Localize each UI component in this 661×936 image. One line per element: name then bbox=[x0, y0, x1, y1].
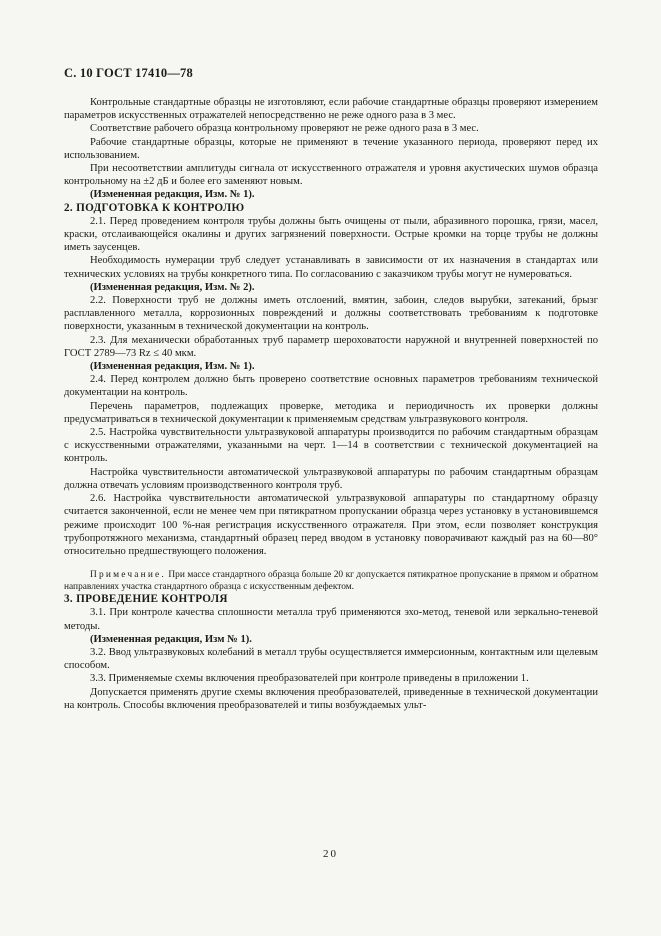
s2-edit-note-2: (Измененная редакция, Изм. № 1). bbox=[90, 361, 255, 373]
section-2-title: 2. ПОДГОТОВКА К КОНТРОЛЮ bbox=[64, 201, 245, 214]
intro-paragraph-3: Рабочие стандартные образцы, которые не применяют в течение указанного периода, проверяют перед их использованием. bbox=[64, 136, 598, 161]
intro-paragraph-1: Контрольные стандартные образцы не изготовляют, если рабочие стандартные образцы проверяют измерением параметров искусственных отражателей непосредственно не реже одного раза в 3 мес. bbox=[64, 97, 598, 122]
s3-edit-note: (Измененная редакция, Изм № 1). bbox=[90, 633, 252, 645]
intro-edit-note: (Измененная редакция, Изм. № 1). bbox=[90, 189, 255, 201]
s2-paragraph-2-4: 2.4. Перед контролем должно быть проверено соответствие основных параметров требованиям технической документации на контроль. bbox=[64, 374, 598, 399]
s2-paragraph-numbering: Необходимость нумерации труб следует устанавливать в зависимости от их назначения в стандартах или технических условиях на трубы конкретного типа. По согласованию с заказчиком трубы могут не нумероваться. bbox=[64, 255, 598, 280]
page-content bbox=[64, 96, 598, 712]
s3-paragraph-3-2: 3.2. Ввод ультразвуковых колебаний в металл трубы осуществляется иммерсионным, контактным или щелевым способом. bbox=[64, 646, 598, 672]
s2-paragraph-2-2: 2.2. Поверхности труб не должны иметь отслоений, вмятин, забоин, следов вырубки, затеканий, брызг расплавленного металла, коррозионных повреждений и должны соответствовать требованиям к подготовке поверхности, указанным в технической документации на контроль. bbox=[64, 295, 598, 333]
s2-paragraph-2-3: 2.3. Для механически обработанных труб параметр шероховатости наружной и внутренней поверхностей по ГОСТ 2789—73 Rz ≤ 40 мкм. bbox=[64, 334, 598, 359]
page-header: С. 10 ГОСТ 17410—78 bbox=[64, 66, 193, 80]
s2-edit-note-1: (Измененная редакция, Изм. № 2). bbox=[90, 281, 255, 293]
s2-paragraph-parameters: Перечень параметров, подлежащих проверке, методика и периодичность их проверки должны предусматриваться в технической документации к применяемым средствам ультразвукового контроля. bbox=[64, 400, 598, 425]
s2-paragraph-2-5: 2.5. Настройка чувствительности ультразвуковой аппаратуры производится по рабочим стандартным образцам с искусственными отражателями, указанными на черт. 1—14 в соответствии с технической документацией на контроль. bbox=[64, 427, 598, 465]
note-text: При массе стандартного образца больше 20 кг допускается пятикратное пропускание в прямом и обратном направлениях участка стандартного образца с искусственным дефектом. bbox=[64, 570, 598, 593]
s2-paragraph-2-1: 2.1. Перед проведением контроля трубы должны быть очищены от пыли, абразивного порошка, грязи, масел, краски, отслаивающейся окалины и других загрязнений поверхности. Острые кромки на торце трубы не должны иметь заусенцев. bbox=[64, 215, 598, 254]
s2-paragraph-auto-setup: Настройка чувствительности автоматической ультразвуковой аппаратуры по рабочим стандартным образцам должна отвечать условиям производственного контроля труб. bbox=[64, 466, 598, 491]
note-label: Примечание. bbox=[90, 570, 166, 581]
s2-paragraph-2-6: 2.6. Настройка чувствительности автоматической ультразвуковой аппаратуры по стандартному образцу считается законченной, если не менее чем при пятикратном пропускании образца через установку в установившемся режиме происходит 100 %-ная регистрация искусственного отражателя. При этом, если позволяет конструкция трубопротяжного механизма, стандартный образец перед вводом в установку поворачивают каждый раз на 60—80° относительно предшествующего положения. bbox=[64, 493, 598, 557]
s3-paragraph-3-1: 3.1. При контроле качества сплошности металла труб применяются эхо-метод, теневой или зеркально-теневой методы. bbox=[64, 607, 598, 632]
section-3-title: 3. ПРОВЕДЕНИЕ КОНТРОЛЯ bbox=[64, 593, 228, 606]
intro-paragraph-2: Соответствие рабочего образца контрольному проверяют не реже одного раза в 3 мес. bbox=[90, 123, 479, 135]
s3-paragraph-3-3: 3.3. Применяемые схемы включения преобразователей при контроле приведены в приложении 1. bbox=[90, 673, 529, 685]
page-number: 20 bbox=[323, 848, 338, 860]
intro-paragraph-4: При несоответствии амплитуды сигнала от искусственного отражателя и уровня акустических шумов образца контрольному на ±2 дБ и более его заменяют новым. bbox=[64, 163, 598, 188]
s3-paragraph-other-schemes: Допускается применять другие схемы включения преобразователей, приведенные в технической документации на контроль. Способы включения преобразователей и типы возбуждаемых ульт- bbox=[64, 686, 598, 711]
s2-note bbox=[64, 569, 598, 593]
